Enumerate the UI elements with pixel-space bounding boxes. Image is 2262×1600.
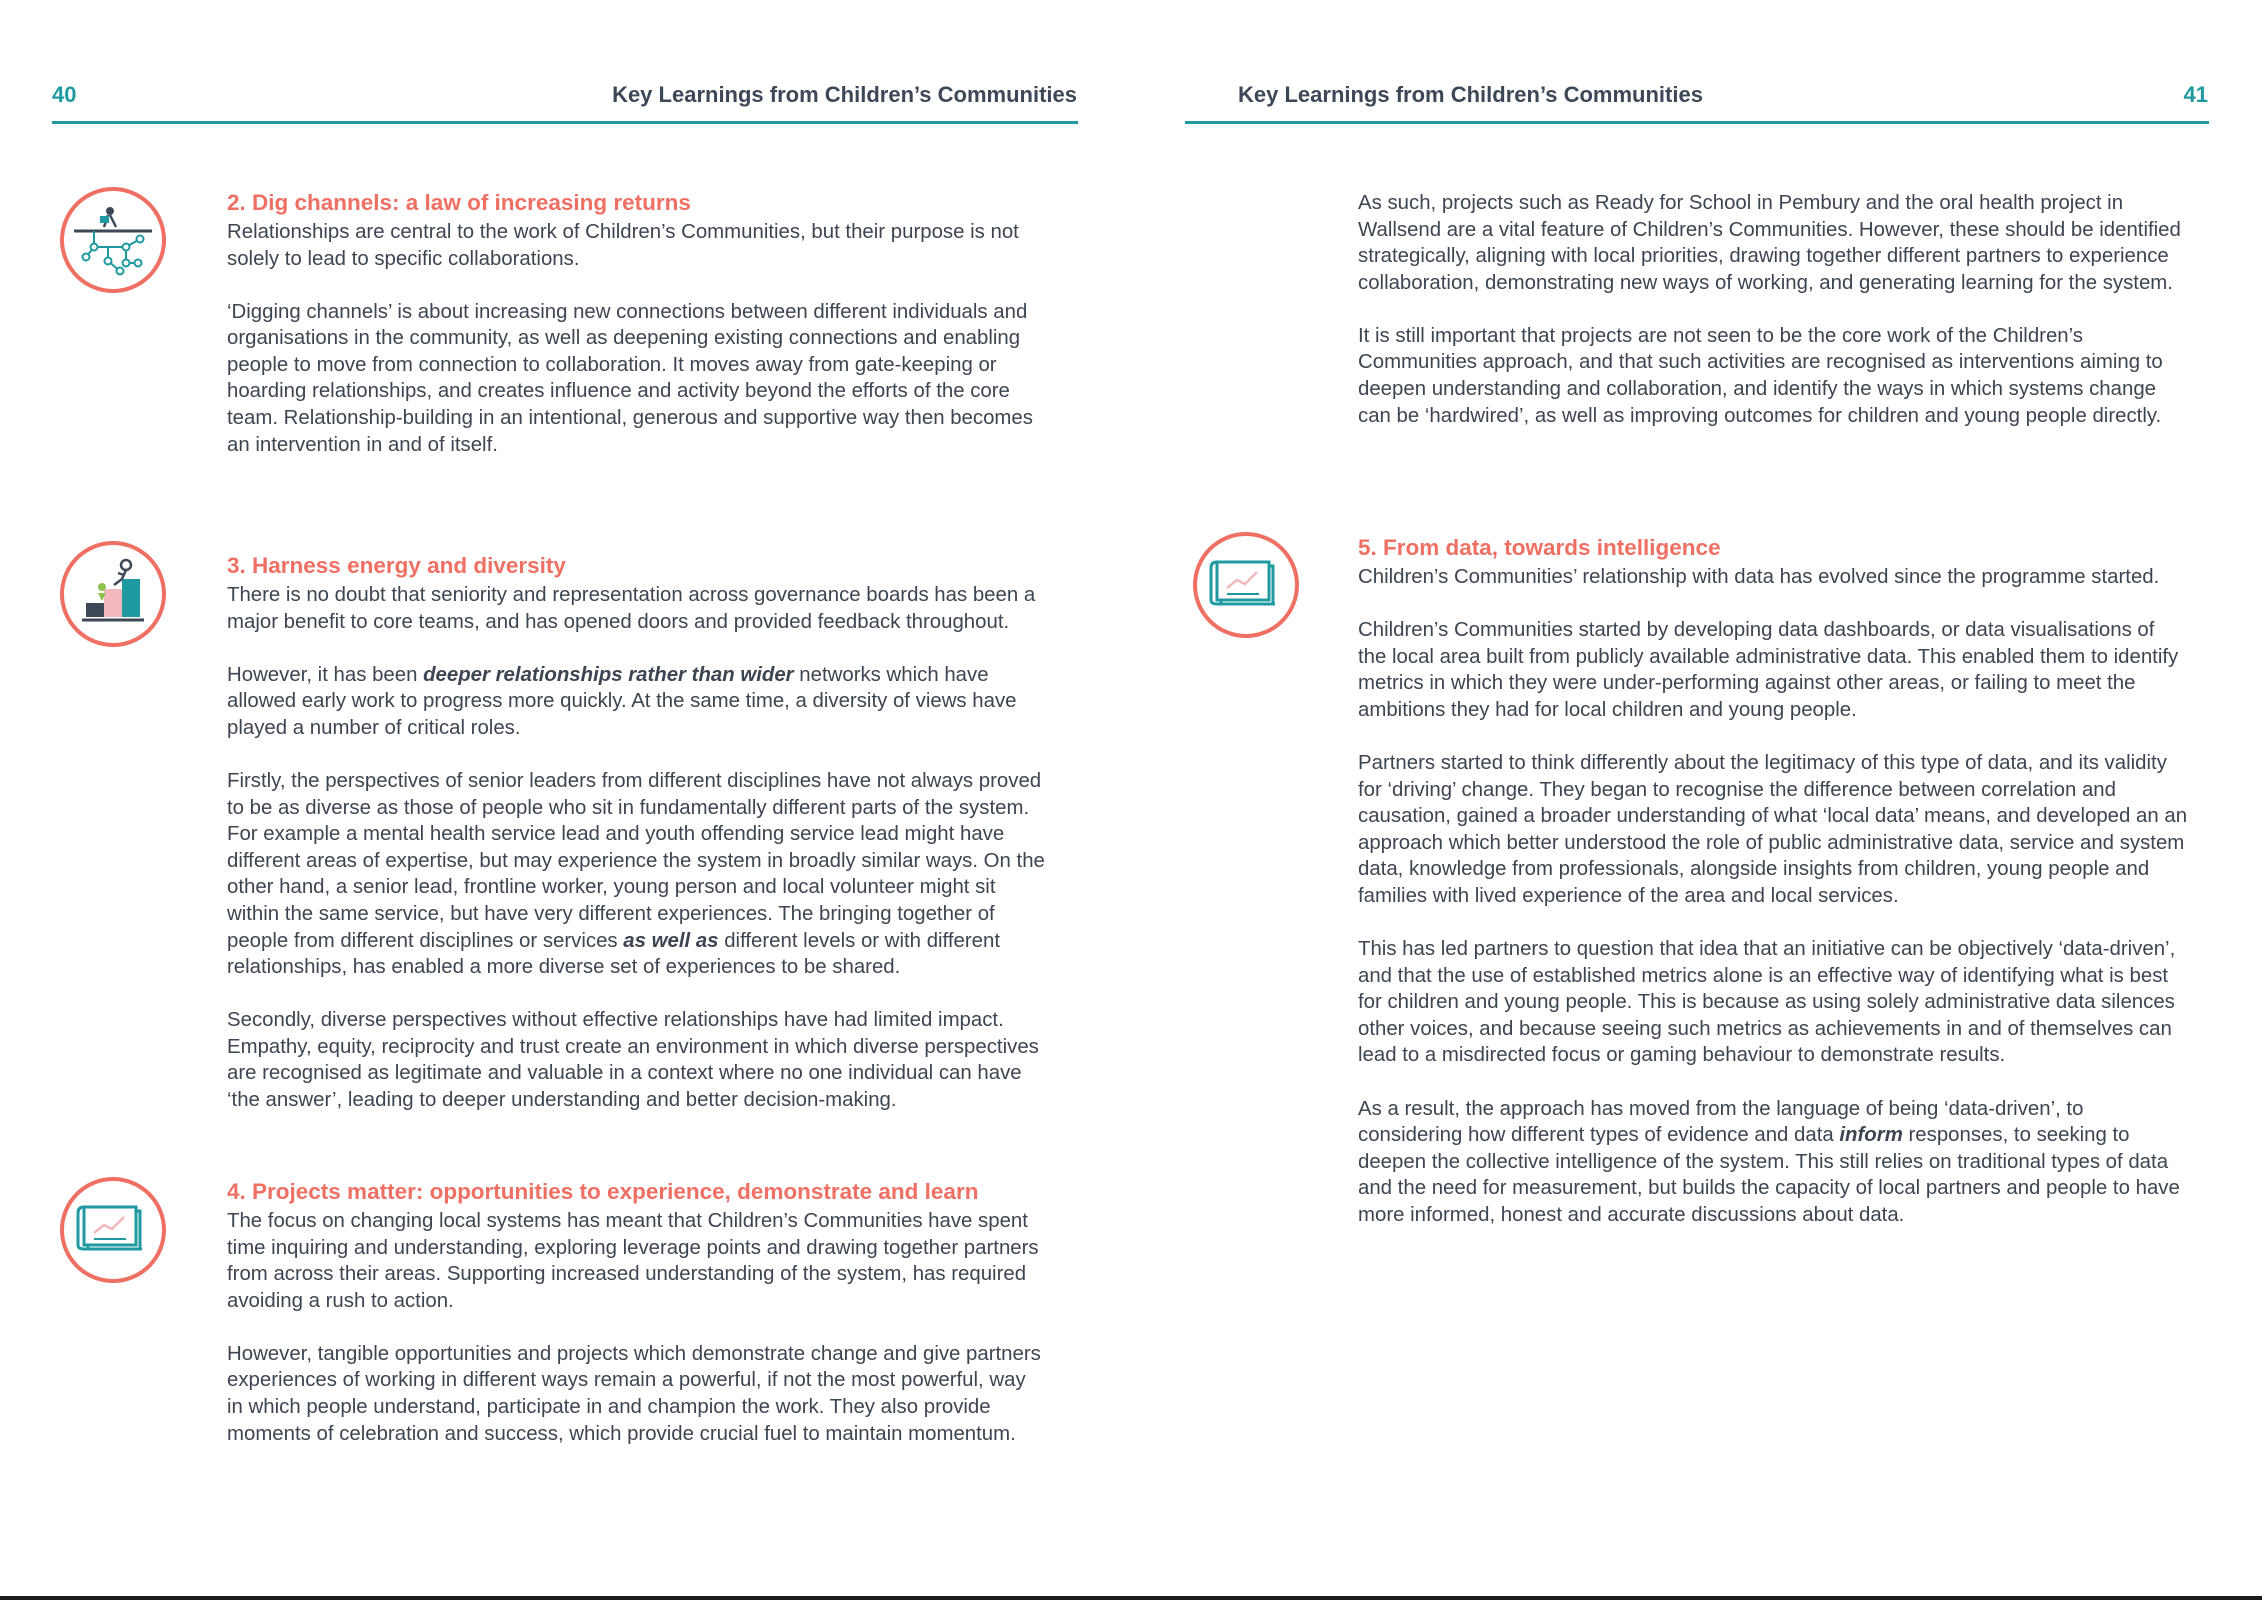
- section-heading: 4. Projects matter: opportunities to experience, demonstrate and learn: [227, 1179, 979, 1204]
- section-heading: 5. From data, towards intelligence: [1358, 535, 1721, 560]
- paragraph: Secondly, diverse perspectives without effective relationships have had limited impact. Empathy, equity, reciprocity and trust create an environment in which diverse perspectives are recognised as legitimate and valuable in a context where no one individual can have ‘the answer’, leading to deeper understanding and better decision-making.: [227, 1009, 1039, 1111]
- paragraph: The focus on changing local systems has meant that Children’s Communities have spent time inquiring and understanding, exploring leverage points and drawing together partners from across their areas. Supporting increased understanding of the system, has required avoiding a rush to action.: [227, 1210, 1039, 1312]
- section-data-intelligence: [1358, 534, 2188, 1228]
- paragraph: Children’s Communities’ relationship with data has evolved since the programme started.: [1358, 566, 2160, 588]
- page-number: 40: [52, 82, 77, 107]
- emphasis: deeper relationships rather than wider: [423, 663, 794, 686]
- paragraph: Relationships are central to the work of Children’s Communities, but their purpose is not solely to lead to specific collaborations.: [227, 221, 1019, 270]
- paragraph: It is still important that projects are not seen to be the core work of the Children’s Communities approach, and that such activities are recognised as interventions aiming to deepen understanding and collaboration, and identify the ways in which systems change can be ‘hardwired’, as well as improving outcomes for children and young people directly.: [1358, 324, 2163, 427]
- section-projects-matter: [227, 1178, 1047, 1447]
- paragraph: Partners started to think differently about the legitimacy of this type of data, and its validity for ‘driving’ change. They began to recognise the difference between correlation and causation, gained a broader understanding of what ‘local data’ means, and developed an an approach which better understood the role of public administrative data, service and system data, knowledge from professionals, alongside insights from children, young people and families with lived experience of the area and local services.: [1358, 751, 2188, 907]
- paragraph: However, it has been deeper relationships rather than wider networks which have allowed early work to progress more quickly. At the same time, a diversity of views have played a number of critical roles.: [227, 663, 1017, 739]
- section-heading: 2. Dig channels: a law of increasing returns: [227, 190, 691, 215]
- paragraph: Children’s Communities started by developing data dashboards, or data visualisations of the local area built from publicly available administrative data. This enabled them to identify metrics in which they were under-performing against other areas, or failing to meet the ambitions they had for local children and young people.: [1358, 619, 2179, 721]
- chart-document-icon: [60, 1177, 166, 1283]
- page-number: 41: [2183, 82, 2208, 107]
- blocks-climbing-icon: [60, 541, 166, 647]
- paragraph: There is no doubt that seniority and representation across governance boards has been a major benefit to core teams, and has opened doors and provided feedback throughout.: [227, 584, 1036, 633]
- paragraph: As a result, the approach has moved from the language of being ‘data-driven’, to considering how different types of evidence and data inform responses, to seeking to deepen the collective intelligence of the system. This still relies on traditional types of data and the need for measurement, but builds the capacity of local partners and people to have more informed, honest and accurate discussions about data.: [1358, 1097, 2180, 1226]
- section-energy-diversity: [227, 552, 1047, 1114]
- paragraph: ‘Digging channels’ is about increasing new connections between different individuals and organisations in the community, as well as deepening existing connections and enabling people to move from connection to collaboration. It moves away from gate-keeping or hoarding relationships, and creates influence and activity beyond the efforts of the core team. Relationship-building in an intentional, generous and supportive way then becomes an intervention in and of itself.: [227, 300, 1033, 456]
- paragraph: As such, projects such as Ready for School in Pembury and the oral health project in Wallsend are a vital feature of Children’s Communities. However, these should be identified strategically, aligning with local priorities, drawing together different partners to experience collaboration, demonstrating new ways of working, and generating learning for the system.: [1358, 192, 2181, 294]
- page-bottom-edge: [0, 1596, 2262, 1600]
- running-title: Key Learnings from Children’s Communities: [612, 82, 1077, 107]
- paragraph: This has led partners to question that idea that an initiative can be objectively ‘data-driven’, and that the use of established metrics alone is an effective way of identifying what is best for children and young people. This is because as using solely administrative data silences other voices, and because seeing such metrics as achievements in and of themselves can lead to a misdirected focus or gaming behaviour to demonstrate results.: [1358, 938, 2176, 1067]
- running-title: Key Learnings from Children’s Communities: [1238, 82, 1703, 107]
- header-rule: [52, 121, 1078, 124]
- header-rule: [1185, 121, 2209, 124]
- network-person-icon: [60, 187, 166, 293]
- paragraph: Firstly, the perspectives of senior leaders from different disciplines have not always proved to be as diverse as those of people who sit in fundamentally different parts of the system. For example a mental health service lead and youth offending service lead might have different areas of expertise, but may experience the system in broadly similar ways. On the other hand, a senior lead, frontline worker, young person and local volunteer might sit within the same service, but have very different experiences. The bringing together of people from different disciplines or services as well as different levels or with different relationships, has enabled a more diverse set of experiences to be shared.: [227, 769, 1045, 979]
- section-projects-continued: [1358, 190, 2188, 429]
- section-heading: 3. Harness energy and diversity: [227, 553, 566, 578]
- right-page: [1131, 0, 2262, 1596]
- paragraph: However, tangible opportunities and projects which demonstrate change and give partners experiences of working in different ways remain a powerful, if not the most powerful, way in which people understand, participate in and champion the work. They also provide moments of celebration and success, which provide crucial fuel to maintain momentum.: [227, 1342, 1041, 1445]
- left-page: [0, 0, 1131, 1596]
- emphasis: inform: [1839, 1124, 1903, 1147]
- emphasis: as well as: [623, 929, 719, 952]
- section-dig-channels: [227, 189, 1047, 458]
- chart-document-icon: [1193, 532, 1299, 638]
